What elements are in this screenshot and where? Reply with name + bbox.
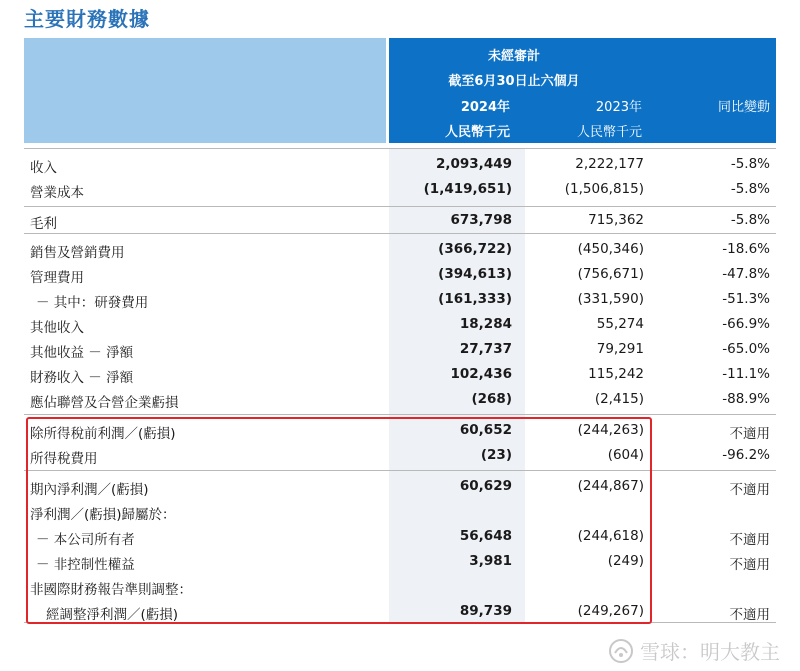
watermark-text: 雪球：明大教主 [640, 640, 780, 664]
row-label: 營業成本 [30, 185, 84, 201]
table-row [0, 152, 800, 176]
table-row [0, 287, 800, 311]
yoy-change: 不適用 [729, 557, 770, 573]
highlight-annotation-box [26, 417, 652, 624]
yoy-change: 不適用 [729, 482, 770, 498]
yoy-change: 不適用 [729, 532, 770, 548]
row-label: 應佔聯營及合營企業虧損 [30, 395, 179, 411]
header-2024-unit: 人民幣千元 [444, 125, 510, 140]
header-unaudited: 未經審計 [487, 49, 541, 64]
yoy-change: -47.8% [722, 266, 770, 282]
value-2024: 102,436 [450, 366, 512, 382]
yoy-change: 不適用 [729, 426, 770, 442]
value-2024: 3,981 [469, 553, 512, 569]
row-label: 期內淨利潤／(虧損) [30, 482, 149, 498]
yoy-change: -88.9% [722, 391, 770, 407]
header-label-area [24, 38, 386, 143]
value-2024: 89,739 [459, 603, 512, 619]
value-2023: 715,362 [588, 212, 644, 228]
divider [24, 233, 776, 234]
row-label: 非國際財務報告準則調整： [30, 582, 192, 598]
divider [24, 414, 776, 415]
value-2023: (2,415) [594, 391, 644, 407]
value-2023: (244,618) [577, 528, 644, 544]
value-2024: (394,613) [438, 266, 512, 282]
header-yoy-change: 同比變動 [717, 100, 770, 115]
value-2024: 2,093,449 [435, 156, 512, 172]
row-label: 毛利 [30, 216, 57, 232]
header-2023-year: 2023年 [595, 100, 642, 115]
table-row [0, 262, 800, 286]
yoy-change: -96.2% [722, 447, 770, 463]
row-label: 淨利潤／(虧損)歸屬於： [30, 507, 176, 523]
value-2023: (244,263) [577, 422, 644, 438]
value-2024: (268) [471, 391, 512, 407]
value-2023: (450,346) [577, 241, 644, 257]
value-2024: 56,648 [459, 528, 512, 544]
row-label: － 本公司所有者 [36, 532, 135, 548]
value-2024: (1,419,651) [423, 181, 512, 197]
snowball-logo-icon [608, 638, 634, 664]
table-row [0, 208, 800, 232]
value-2023: 115,242 [588, 366, 644, 382]
value-2024: 60,652 [459, 422, 512, 438]
yoy-change: 不適用 [729, 607, 770, 623]
yoy-change: -18.6% [722, 241, 770, 257]
value-2023: (604) [607, 447, 644, 463]
watermark [608, 636, 780, 665]
value-2023: (244,867) [577, 478, 644, 494]
value-2023: 79,291 [596, 341, 644, 357]
value-2023: (1,506,815) [564, 181, 644, 197]
table-row [0, 337, 800, 361]
header-period: 截至6月30日止六個月 [448, 74, 580, 89]
yoy-change: -66.9% [722, 316, 770, 332]
row-label: 經調整淨利潤／(虧損) [46, 607, 179, 623]
row-label: 收入 [30, 160, 57, 176]
value-2024: 673,798 [450, 212, 512, 228]
value-2023: (249,267) [577, 603, 644, 619]
value-2023: (756,671) [577, 266, 644, 282]
value-2023: (249) [607, 553, 644, 569]
table-row [0, 177, 800, 201]
table-row [0, 362, 800, 386]
value-2024: 27,737 [459, 341, 512, 357]
divider [24, 148, 776, 149]
value-2023: (331,590) [577, 291, 644, 307]
yoy-change: -51.3% [722, 291, 770, 307]
row-label: 財務收入 － 淨額 [30, 370, 134, 386]
table-row [0, 387, 800, 411]
row-label: 其他收入 [30, 320, 84, 336]
yoy-change: -5.8% [730, 181, 770, 197]
yoy-change: -5.8% [730, 156, 770, 172]
row-label: 除所得稅前利潤／(虧損) [30, 426, 176, 442]
value-2024: (23) [480, 447, 512, 463]
table-row [0, 237, 800, 261]
row-label: 管理費用 [30, 270, 84, 286]
value-2023: 2,222,177 [575, 156, 644, 172]
row-label: － 其中：研發費用 [36, 295, 149, 311]
header-2023-unit: 人民幣千元 [576, 125, 642, 140]
value-2024: 18,284 [459, 316, 512, 332]
row-label: 所得稅費用 [30, 451, 98, 467]
row-label: 銷售及營銷費用 [30, 245, 125, 261]
yoy-change: -65.0% [722, 341, 770, 357]
table-row [0, 312, 800, 336]
value-2024: (161,333) [438, 291, 512, 307]
header-2024-year: 2024年 [460, 100, 510, 115]
value-2024: (366,722) [438, 241, 512, 257]
row-label: － 非控制性權益 [36, 557, 135, 573]
value-2023: 55,274 [596, 316, 644, 332]
value-2024: 60,629 [459, 478, 512, 494]
yoy-change: -11.1% [722, 366, 770, 382]
yoy-change: -5.8% [730, 212, 770, 228]
page-title: 主要財務數據 [24, 7, 150, 31]
divider [24, 206, 776, 207]
row-label: 其他收益 － 淨額 [30, 345, 134, 361]
